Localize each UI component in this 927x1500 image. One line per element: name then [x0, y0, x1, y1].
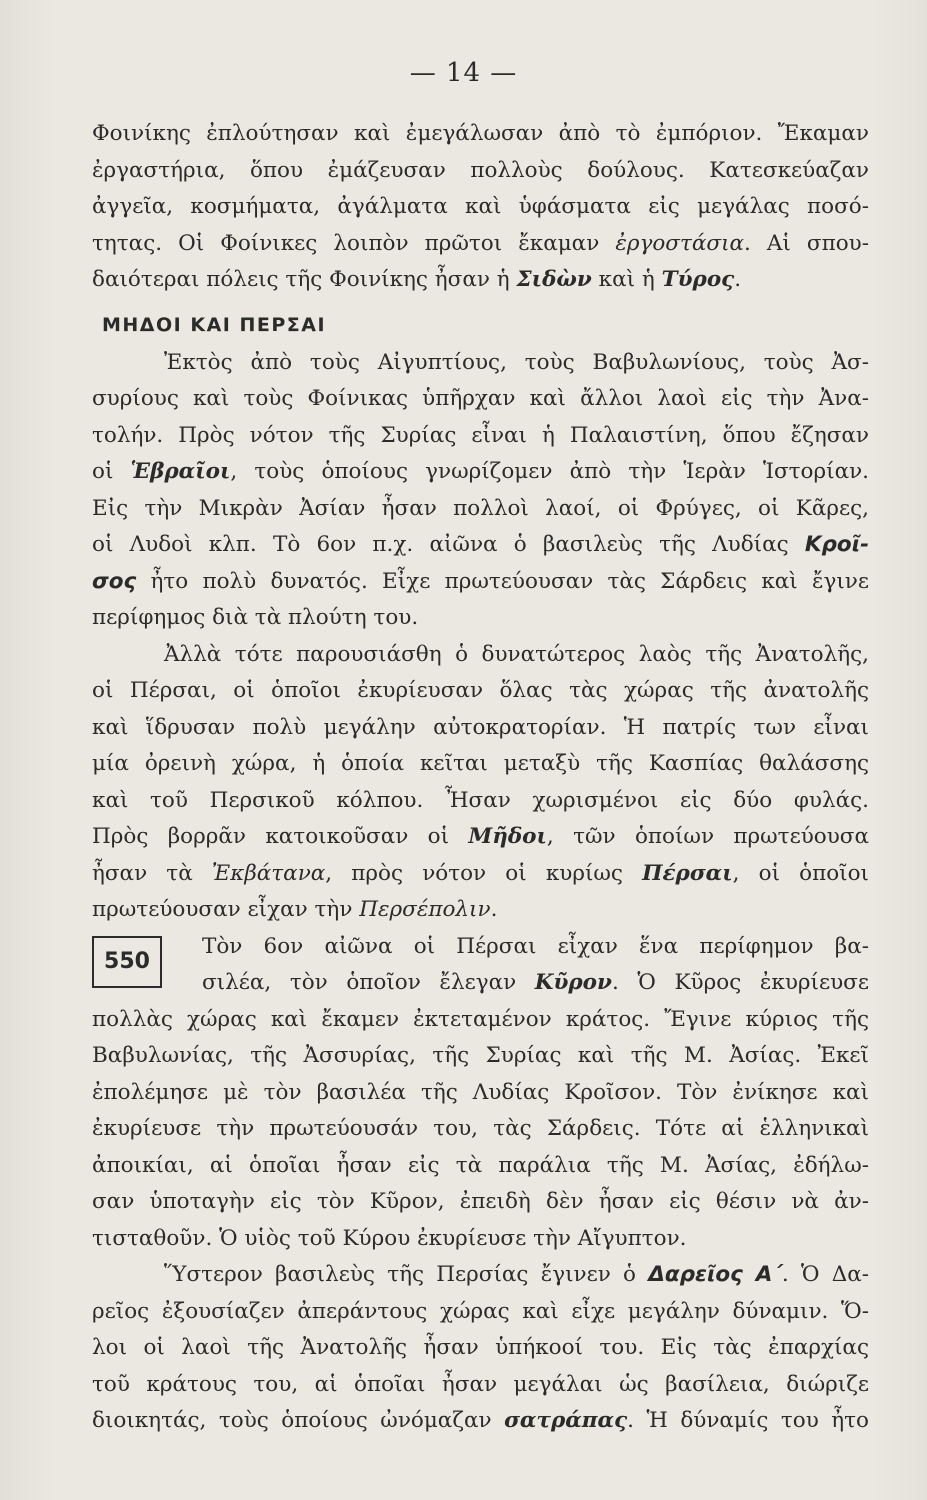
text-line: Εἰς τὴν Μικρὰν Ἀσίαν ἦσαν πολλοὶ λαοί, οἱ Φρύγες, οἱ Κᾶρες, [92, 495, 869, 521]
text-line: Πρὸς βορρᾶν κατοικοῦσαν οἱ Μῆδοι, τῶν ὁποίων πρωτεύουσα [92, 824, 869, 849]
text-line: τητας. Οἱ Φοίνικες λοιπὸν πρῶτοι ἔκαμαν ἐργοστάσια. Αἱ σπου- [92, 230, 869, 256]
text-line: τοῦ κράτους του, αἱ ὁποῖαι ἦσαν μεγάλαι ὡς βασίλεια, διώριζε [92, 1371, 869, 1397]
paragraph-phoenicia [92, 116, 869, 1440]
text-line: Ἐκτὸς ἀπὸ τοὺς Αἰγυπτίους, τοὺς Βαβυλωνίους, τοὺς Ἀσ- [164, 349, 869, 375]
text-line: διοικητάς, τοὺς ὁποίους ὠνόμαζαν σατράπας. Ἡ δύναμίς του ἦτο [92, 1408, 869, 1433]
text-line: τολήν. Πρὸς νότον τῆς Συρίας εἶναι ἡ Παλαιστίνη, ὅπου ἔζησαν [92, 422, 869, 448]
text-line: ἐπολέμησε μὲ τὸν βασιλέα τῆς Λυδίας Κροῖσον. Τὸν ἐνίκησε καὶ [92, 1079, 869, 1105]
text-line: περίφημος διὰ τὰ πλούτη του. [92, 605, 419, 630]
text-line: σαν ὑποταγὴν εἰς τὸν Κῦρον, ἐπειδὴ δὲν ἦσαν εἰς θέσιν νὰ ἀν- [92, 1189, 869, 1214]
text-line: ἐκυρίευσε τὴν πρωτεύουσάν του, τὰς Σάρδεις. Τότε αἱ ἑλληνικαὶ [92, 1116, 869, 1141]
text-line: καὶ τοῦ Περσικοῦ κόλπου. Ἦσαν χωρισμένοι εἰς δύο φυλάς. [92, 787, 869, 813]
text-line: ἐργαστήρια, ὅπου ἐμάζευσαν πολλοὺς δούλους. Κατεσκεύαζαν [92, 157, 869, 183]
text-line: Τὸν 6ον αἰῶνα οἱ Πέρσαι εἶχαν ἕνα περίφημον βα- [202, 933, 869, 959]
text-line: μία ὀρεινὴ χώρα, ἡ ὁποία κεῖται μεταξὺ τῆς Κασπίας θαλάσσης [92, 751, 869, 776]
text-line: ἀγγεῖα, κοσμήματα, ἀγάλματα καὶ ὑφάσματα εἰς μεγάλας ποσό- [92, 194, 869, 219]
text-line: σιλέα, τὸν ὁποῖον ἔλεγαν Κῦρον. Ὁ Κῦρος ἐκυρίευσε [202, 970, 869, 995]
text-line: Βαβυλωνίας, τῆς Ἀσσυρίας, τῆς Συρίας καὶ τῆς Μ. Ἀσίας. Ἐκεῖ [92, 1043, 869, 1068]
year-marker: 550 [92, 936, 162, 988]
text-line: πρωτεύουσαν εἶχαν τὴν Περσέπολιν. [92, 897, 498, 922]
section-heading: ΜΗΔΟΙ ΚΑΙ ΠΕΡΣΑΙ [102, 313, 327, 336]
text-line: λοι οἱ λαοὶ τῆς Ἀνατολῆς ἦσαν ὑπήκοοί του. Εἰς τὰς ἐπαρχίας [92, 1335, 869, 1360]
text-line: Ὕστερον βασιλεὺς τῆς Περσίας ἔγινεν ὁ Δαρεῖος Α΄. Ὁ Δα- [164, 1262, 870, 1287]
text-line: Φοινίκης ἐπλούτησαν καὶ ἐμεγάλωσαν ἀπὸ τὸ ἐμπόριον. Ἔκαμαν [92, 121, 869, 146]
text-line: οἱ Λυδοὶ κλπ. Τὸ 6ον π.χ. αἰῶνα ὁ βασιλεὺς τῆς Λυδίας Κροῖ- [92, 532, 869, 557]
text-line: ἦσαν τὰ Ἐκβάτανα, πρὸς νότον οἱ κυρίως Πέρσαι, οἱ ὁποῖοι [92, 860, 869, 886]
text-line: καὶ ἵδρυσαν πολὺ μεγάλην αὐτοκρατορίαν. Ἡ πατρίς των εἶναι [92, 714, 869, 740]
text-line: ρεῖος ἐξουσίαζεν ἀπεράντους χώρας καὶ εἶχε μεγάλην δύναμιν. Ὅ- [92, 1298, 869, 1324]
text-line: πολλὰς χώρας καὶ ἔκαμεν ἐκτεταμένον κράτος. Ἔγινε κύριος τῆς [92, 1006, 869, 1032]
text-line: οἱ Πέρσαι, οἱ ὁποῖοι ἐκυρίευσαν ὅλας τὰς χώρας τῆς ἀνατολῆς [92, 678, 869, 703]
text-line: τισταθοῦν. Ὁ υἱὸς τοῦ Κύρου ἐκυρίευσε τὴν Αἴγυπτον. [92, 1225, 687, 1251]
text-line: συρίους καὶ τοὺς Φοίνικας ὑπῆρχαν καὶ ἄλλοι λαοὶ εἰς τὴν Ἀνα- [92, 386, 869, 411]
text-line: οἱ Ἑβραῖοι, τοὺς ὁποίους γνωρίζομεν ἀπὸ τὴν Ἱερὰν Ἱστορίαν. [92, 459, 869, 484]
page-number: — 14 — [409, 58, 518, 88]
text-line: ἀποικίαι, αἱ ὁποῖαι ἦσαν εἰς τὰ παράλια τῆς Μ. Ἀσίας, ἐδήλω- [92, 1152, 869, 1178]
text-line: δαιότεραι πόλεις τῆς Φοινίκης ἦσαν ἡ Σιδὼν καὶ ἡ Τύρος. [92, 267, 742, 292]
text-line: Ἀλλὰ τότε παρουσιάσθη ὁ δυνατώτερος λαὸς τῆς Ἀνατολῆς, [164, 641, 869, 667]
text-line: σος ἦτο πολὺ δυνατός. Εἶχε πρωτεύουσαν τὰς Σάρδεις καὶ ἔγινε [92, 568, 869, 594]
